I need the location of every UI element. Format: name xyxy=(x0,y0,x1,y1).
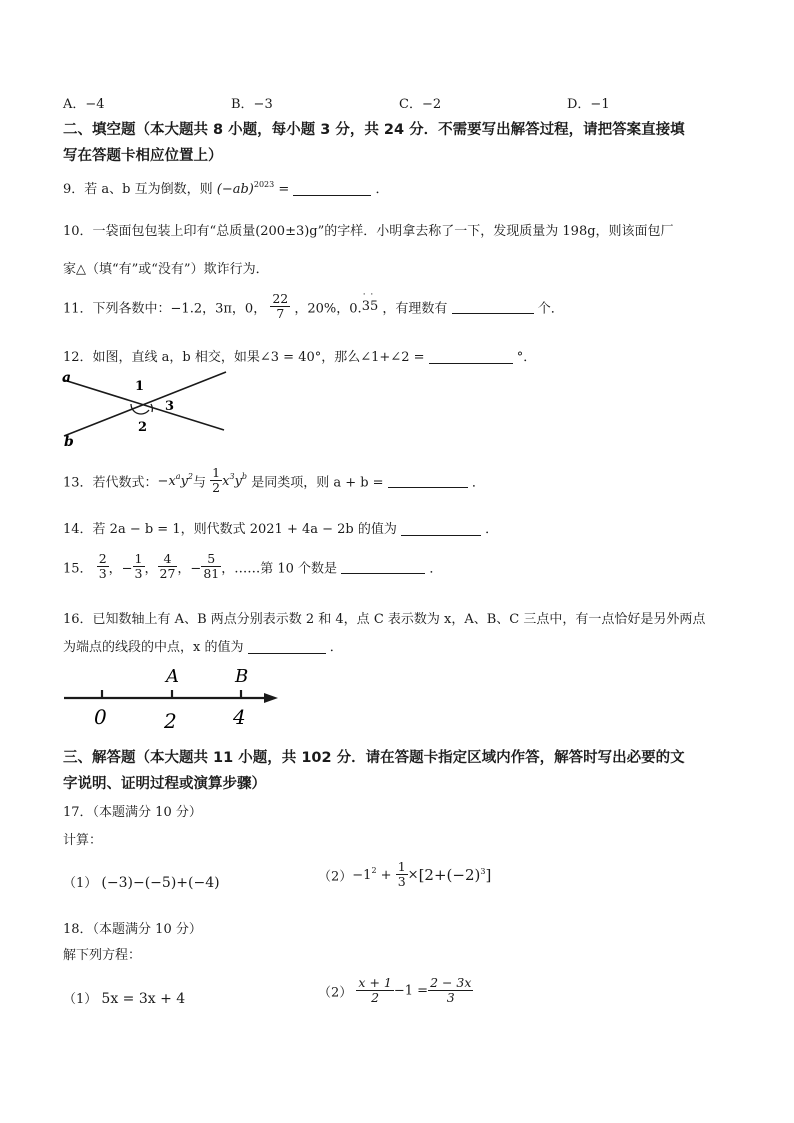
question-18-title: 18．（本题满分 10 分） xyxy=(63,922,202,937)
q9-equals: = xyxy=(278,182,294,197)
question-17-instruction: 计算： xyxy=(63,833,103,848)
q9-expr: (−ab) xyxy=(216,182,254,197)
q15-frac1-den: 3 xyxy=(98,566,107,582)
q17-p2-plus: + xyxy=(376,868,396,884)
section3-heading-line1: 三、解答题（本大题共 11 小题，共 102 分．请在答题卡指定区域内作答，解答时写出必要的文 xyxy=(63,750,685,766)
q17-part-2 xyxy=(318,860,491,890)
q13-mid: 与 xyxy=(193,475,207,491)
q17-p2-frac-num: 1 xyxy=(397,859,406,874)
point-label-a: A xyxy=(166,666,179,687)
question-18-instruction: 解下列方程： xyxy=(63,948,142,963)
q13-frac-num: 1 xyxy=(212,465,221,480)
q17-p2-fraction xyxy=(396,860,408,890)
q11-fraction xyxy=(270,292,290,322)
q15-sign-4: ，− xyxy=(177,561,202,577)
q13-term1 xyxy=(158,474,193,489)
q9-exponent: 2023 xyxy=(253,180,275,189)
question-16-line1: 16．已知数轴上有 A、B 两点分别表示数 2 和 4，点 C 表示数为 x，A、B、C 三点中，有一点恰好是另外两点 xyxy=(63,612,706,627)
q14-text: 14．若 2a − b = 1，则代数式 2021 + 4a − 2b 的值为 xyxy=(63,522,397,537)
q12-text: 12．如图，直线 a，b 相交，如果∠3 = 40°，那么∠1+∠2 = xyxy=(63,350,425,365)
q18-p2-fraction-1 xyxy=(356,976,393,1006)
q15-frac4-num: 5 xyxy=(201,552,221,567)
label-angle-2: 2 xyxy=(138,420,148,435)
q15-sign-3: ， xyxy=(144,561,158,577)
q13-term1-y: y xyxy=(180,474,188,490)
point-label-b: B xyxy=(235,666,249,687)
q15-frac3-den: 27 xyxy=(159,566,176,582)
q11-end: 个． xyxy=(537,301,564,317)
q17-p1-expr: (−3)−(−5)+(−4) xyxy=(101,875,220,891)
section2-heading-line2: 写在答题卡相应位置上） xyxy=(63,148,223,164)
q9-answer-blank[interactable] xyxy=(293,181,371,196)
q15-frac2-den: 3 xyxy=(134,566,143,582)
q16-number-line-figure xyxy=(60,660,285,732)
q11-mid: ，20%，0. xyxy=(294,301,362,317)
question-10-line2: 家△（填“有”或“没有”）欺诈行为． xyxy=(63,262,269,277)
q17-p1-label: （1） xyxy=(63,876,98,891)
q13-term1-exp-a: a xyxy=(175,472,181,482)
q13-term2-exp-3: 3 xyxy=(229,472,235,482)
q12-end: °． xyxy=(516,350,537,365)
q11-repeat-digits: 35 xyxy=(361,299,379,315)
q16-line2-text: 为端点的线段的中点，x 的值为 xyxy=(63,640,244,655)
option-c: C．−2 xyxy=(399,97,442,112)
q13-term2 xyxy=(222,474,247,489)
q15-end: ． xyxy=(429,561,443,577)
q17-p2-bracket-close: ] xyxy=(485,865,492,884)
q16-end: ． xyxy=(329,640,343,655)
option-d: D．−1 xyxy=(567,97,610,112)
q15-post: ，……第 10 个数是 xyxy=(221,561,338,577)
q15-label: 15． xyxy=(63,561,93,577)
option-a: A．−4 xyxy=(63,97,105,112)
q9-text: 9．若 a、b 互为倒数，则 xyxy=(63,182,213,197)
q15-fraction-3 xyxy=(158,552,178,582)
question-12 xyxy=(63,346,536,365)
q18-part-2 xyxy=(318,976,473,1006)
label-a: a xyxy=(62,370,72,386)
question-10-line1: 10．一袋面包包装上印有“总质量(200±3)g”的字样．小明拿去称了一下，发现质量为 198g，则该面包厂 xyxy=(63,224,674,239)
q16-answer-blank[interactable] xyxy=(248,639,326,654)
q17-p2-label: （2） xyxy=(318,869,353,885)
q13-frac-den: 2 xyxy=(212,480,221,496)
q14-end: ． xyxy=(485,522,499,537)
q18-p1-expr: 5x = 3x + 4 xyxy=(101,991,186,1007)
q11-frac-num: 22 xyxy=(272,291,289,306)
tick-label-4: 4 xyxy=(233,705,246,729)
q18-p1-label: （1） xyxy=(63,992,98,1007)
q13-answer-blank[interactable] xyxy=(388,473,468,488)
q15-frac4-den: 81 xyxy=(203,566,220,582)
q15-frac3-num: 4 xyxy=(158,552,178,567)
q13-term1-x: −x xyxy=(157,474,176,490)
q17-p2-times: × xyxy=(407,867,419,883)
q12-intersecting-lines-figure xyxy=(60,366,230,446)
q11-answer-blank[interactable] xyxy=(452,299,534,314)
label-angle-3: 3 xyxy=(165,399,175,414)
tick-label-0: 0 xyxy=(94,705,107,729)
tick-label-2: 2 xyxy=(164,709,177,732)
q11-frac-den: 7 xyxy=(276,306,285,322)
q15-fraction-1 xyxy=(97,552,109,582)
q13-term1-exp-2: 2 xyxy=(187,472,194,482)
q17-p2-base: −1 xyxy=(352,868,372,884)
q14-answer-blank[interactable] xyxy=(401,521,481,536)
q13-term2-exp-b: b xyxy=(241,472,248,482)
q13-end: ． xyxy=(471,475,485,491)
q18-p2-frac2-num: 2 − 3x xyxy=(430,975,472,990)
option-b: B．−3 xyxy=(231,97,273,112)
q17-p2-exp2: 3 xyxy=(480,866,486,876)
q18-p2-label: （2） xyxy=(318,985,353,1001)
question-9 xyxy=(63,178,389,197)
question-17-title: 17．（本题满分 10 分） xyxy=(63,805,202,820)
q17-p2-frac-den: 3 xyxy=(397,874,406,890)
q11-text: 11．下列各数中：−1.2，3π，0， xyxy=(63,301,267,317)
q11-repeat-dots: · · xyxy=(362,290,375,301)
q15-fraction-2 xyxy=(133,552,145,582)
section3-heading-line2: 字说明、证明过程或演算步骤） xyxy=(63,776,266,792)
q15-answer-blank[interactable] xyxy=(341,559,425,574)
question-15 xyxy=(63,552,442,582)
q13-term2-x: x xyxy=(222,474,230,490)
question-14 xyxy=(63,518,498,537)
q15-sign-2: ，− xyxy=(108,561,133,577)
q15-frac1-num: 2 xyxy=(98,551,107,566)
label-angle-1: 1 xyxy=(135,379,145,394)
q17-p2-bracket-expr xyxy=(419,866,492,884)
q13-term2-y: y xyxy=(234,474,242,490)
q17-p2-exp: 2 xyxy=(371,866,377,876)
question-16-line2 xyxy=(63,636,343,655)
label-b: b xyxy=(64,434,74,446)
q13-fraction xyxy=(210,466,222,496)
q13-post: 是同类项，则 a + b = xyxy=(251,475,384,491)
q11-repeating-decimal xyxy=(361,290,379,315)
q9-end: ． xyxy=(375,182,389,197)
question-13 xyxy=(63,466,485,496)
section2-heading-line1: 二、填空题（本大题共 8 小题，每小题 3 分，共 24 分．不需要写出解答过程，请把答案直接填 xyxy=(63,122,685,138)
q18-p2-frac1-num: x + 1 xyxy=(358,975,392,990)
question-11 xyxy=(63,292,564,322)
q12-answer-blank[interactable] xyxy=(429,349,513,364)
number-line-arrow-icon xyxy=(264,693,278,703)
q17-part-1 xyxy=(63,872,220,891)
q15-fraction-4 xyxy=(201,552,221,582)
q18-p2-frac2-den: 3 xyxy=(446,990,455,1006)
q13-pre: 13．若代数式： xyxy=(63,475,158,491)
q17-p2-term xyxy=(352,868,395,883)
q18-part-1 xyxy=(63,988,185,1007)
q17-p2-bracket-open: [2+(−2) xyxy=(418,865,481,884)
q15-frac2-num: 1 xyxy=(134,551,143,566)
q11-post: ，有理数有 xyxy=(382,301,448,317)
q18-p2-frac1-den: 2 xyxy=(371,990,380,1006)
q18-p2-mid: −1 = xyxy=(393,983,429,999)
q18-p2-fraction-2 xyxy=(428,976,473,1006)
